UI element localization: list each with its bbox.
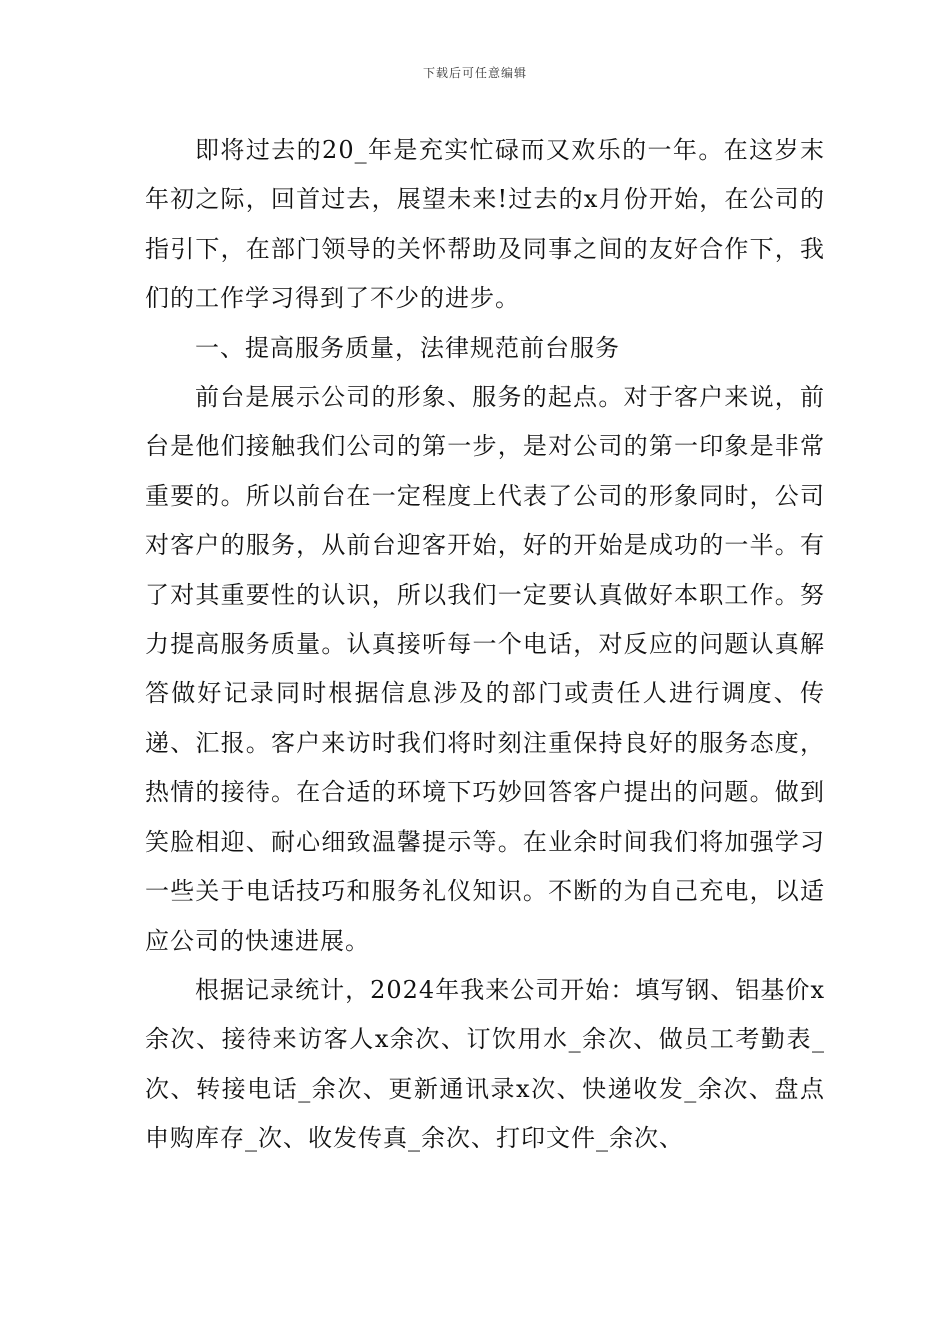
- section-heading: 一、提高服务质量，法律规范前台服务: [195, 333, 620, 362]
- statistics-paragraph: 根据记录统计，2024年我来公司开始：填写钢、铝基价x余次、接待来访客人x余次、订饮用水_余次、做员工考勤表_次、转接电话_余次、更新通讯录x次、快递收发_余次、盘点申购库存_次、收发传真_余次、打印文件_余次、: [145, 975, 825, 1153]
- intro-paragraph: 即将过去的20_年是充实忙碌而又欢乐的一年。在这岁末年初之际，回首过去，展望未来!过去的x月份开始，在公司的指引下，在部门领导的关怀帮助及同事之间的友好合作下，我们的工作学习得到了不少的进步。: [145, 136, 825, 313]
- header-note: 下载后可任意编辑: [422, 66, 527, 80]
- document-body: [145, 126, 825, 1164]
- front-desk-paragraph: 前台是展示公司的形象、服务的起点。对于客户来说，前台是他们接触我们公司的第一步，是对公司的第一印象是非常重要的。所以前台在一定程度上代表了公司的形象同时，公司对客户的服务，从前台迎客开始，好的开始是成功的一半。有了对其重要性的认识，所以我们一定要认真做好本职工作。努力提高服务质量。认真接听每一个电话，对反应的问题认真解答做好记录同时根据信息涉及的部门或责任人进行调度、传递、汇报。客户来访时我们将时刻注重保持良好的服务态度，热情的接待。在合适的环境下巧妙回答客户提出的问题。做到笑脸相迎、耐心细致温馨提示等。在业余时间我们将加强学习一些关于电话技巧和服务礼仪知识。不断的为自己充电，以适应公司的快速进展。: [145, 383, 825, 955]
